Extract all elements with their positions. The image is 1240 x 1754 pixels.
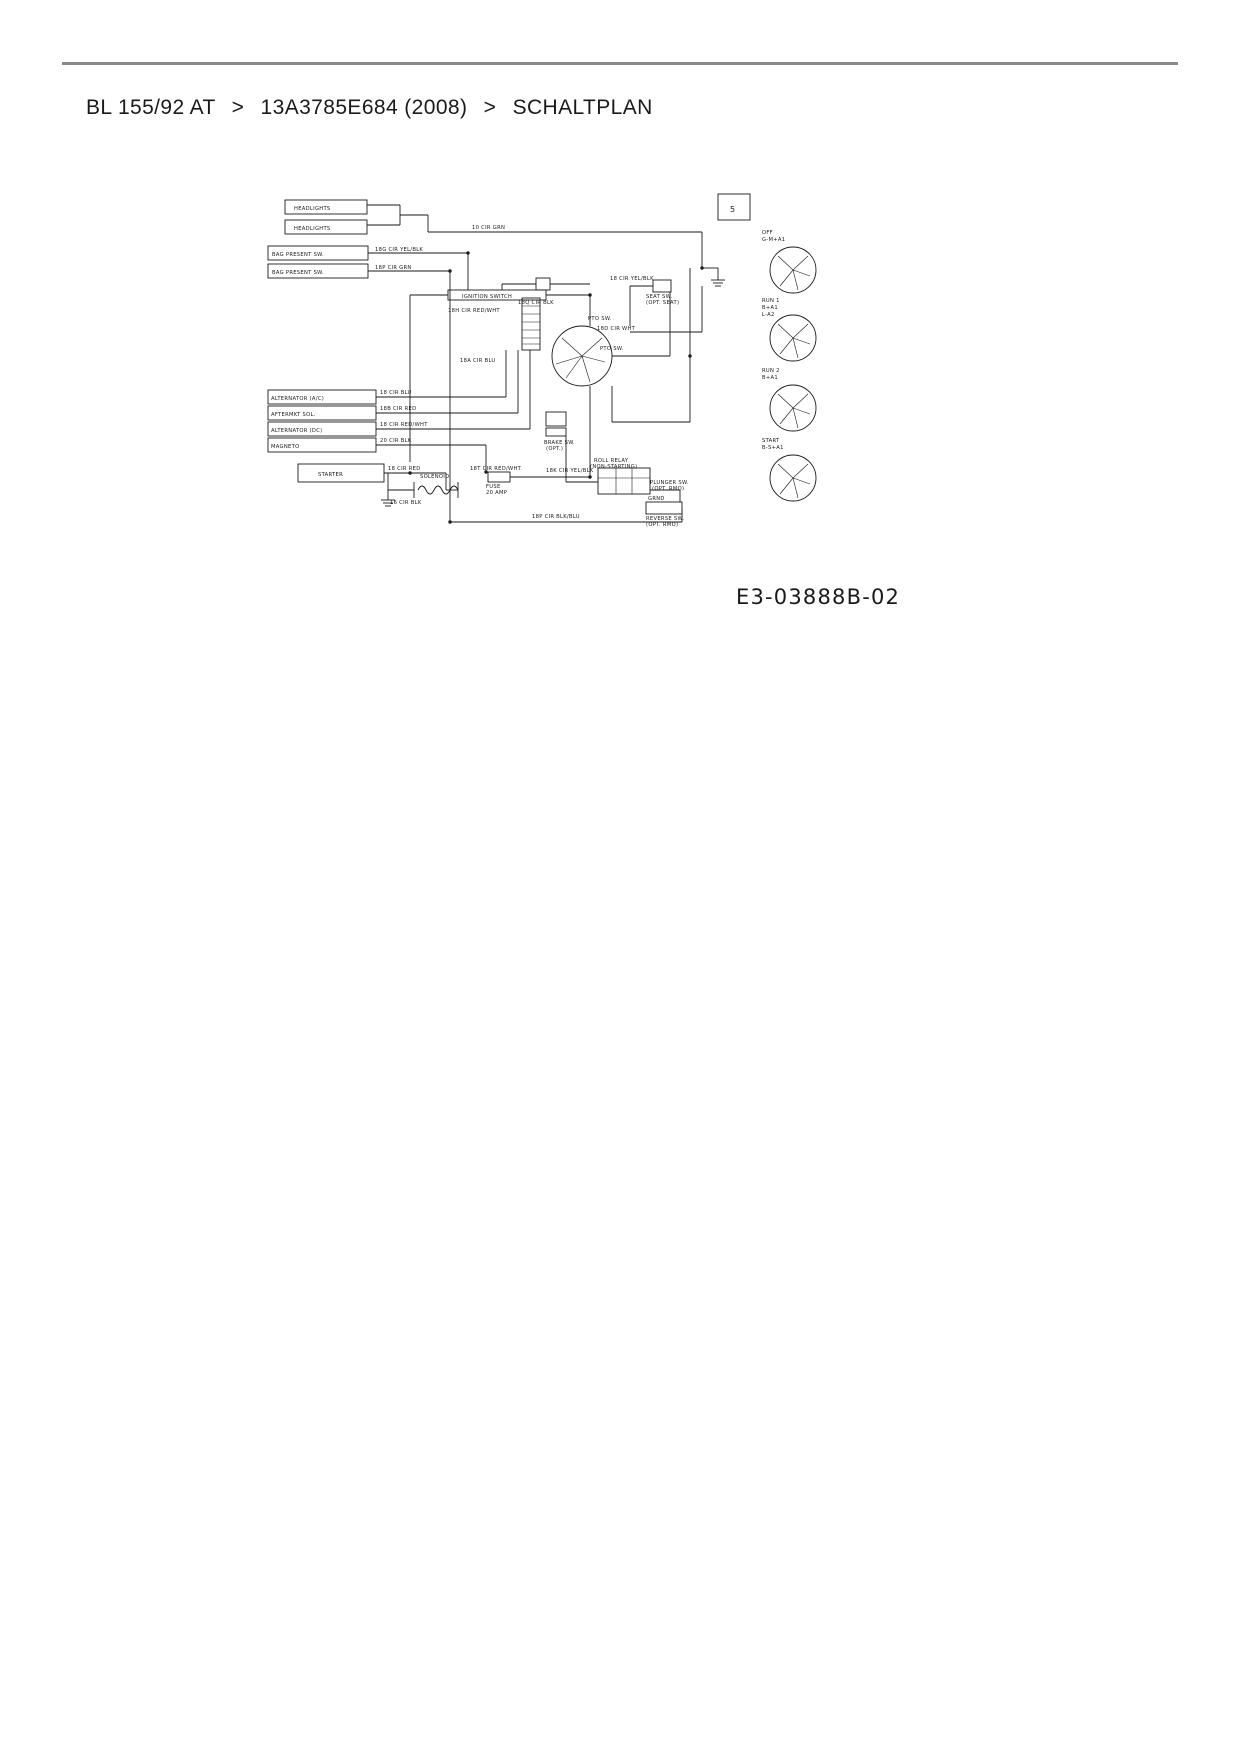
wire-label-9: 18 CIR BLU bbox=[380, 390, 412, 396]
wire-label-13: 18 CIR RED bbox=[388, 466, 421, 472]
label-seat-switch-note: (OPT. SEAT) bbox=[646, 300, 680, 306]
wire-label-11: 18 CIR RED/WHT bbox=[380, 422, 428, 428]
breadcrumb-part-number: 13A3785E684 (2008) bbox=[260, 96, 468, 119]
label-roll-relay-note: (NON-STARTING) bbox=[590, 464, 638, 470]
label-reverse-sw-note: (OPT. RMO) bbox=[646, 522, 679, 528]
label-brake-switch: BRAKE SW. bbox=[544, 440, 576, 446]
switch-pos-run1-t2: L-A2 bbox=[762, 312, 775, 318]
box-fuse bbox=[488, 472, 510, 482]
wire-label-18: 18Q CIR BLK bbox=[518, 300, 554, 306]
wire-label-12: 20 CIR BLK bbox=[380, 438, 412, 444]
box-pto-connector bbox=[536, 278, 550, 290]
switch-position-diagrams bbox=[770, 247, 816, 501]
wire-label-16: 16 CIR BLK bbox=[390, 500, 422, 506]
label-headlights-2: HEADLIGHTS bbox=[294, 226, 331, 232]
wire-label-14: 18T CIR RED/WHT bbox=[470, 466, 522, 472]
label-roll-relay: ROLL RELAY bbox=[594, 458, 629, 464]
box-seat-connector bbox=[653, 280, 671, 292]
wire-label-10: 18B CIR RED bbox=[380, 406, 417, 412]
wire-label-7: PTO SW. bbox=[600, 346, 624, 352]
wire-label-1: 10 CIR GRN bbox=[472, 225, 506, 231]
label-magneto: MAGNETO bbox=[271, 444, 300, 450]
switch-pos-run2-terminals: B+A1 bbox=[762, 375, 778, 381]
wire-label-3: 18P CIR GRN bbox=[375, 265, 412, 271]
label-alternator-ac: ALTERNATOR (A/C) bbox=[271, 396, 325, 402]
switch-pos-run1-t1: B+A1 bbox=[762, 305, 778, 311]
switch-pos-run2-name: RUN 2 bbox=[762, 368, 780, 374]
label-solenoid: SOLENOID bbox=[420, 474, 450, 480]
wire-label-5: 18H CIR RED/WHT bbox=[448, 308, 500, 314]
label-aftermkt-sol: AFTERMKT SOL. bbox=[271, 412, 316, 418]
switch-pos-start-name: START bbox=[762, 438, 780, 444]
label-fuse: FUSE bbox=[486, 484, 501, 490]
wire-label-4: 18 CIR YEL/BLK bbox=[610, 276, 654, 282]
box-reverse-sw bbox=[646, 502, 682, 514]
box-brake-connector-2 bbox=[546, 428, 566, 436]
label-bag-present-2: BAG PRESENT SW. bbox=[272, 270, 324, 276]
page-marker: 5 bbox=[730, 205, 736, 214]
wire-label-6: 18D CIR WHT bbox=[597, 326, 636, 332]
wire-label-15: 18K CIR YEL/BLK bbox=[546, 468, 594, 474]
label-seat-switch: SEAT SW. bbox=[646, 294, 673, 300]
label-fuse-rating: 20 AMP bbox=[486, 490, 508, 496]
header-divider bbox=[62, 62, 1178, 65]
drawing-code: E3-03888B-02 bbox=[736, 585, 901, 609]
switch-pos-run1-name: RUN 1 bbox=[762, 298, 780, 304]
label-starter: STARTER bbox=[318, 472, 343, 478]
switch-pos-start-terminals: B-S+A1 bbox=[762, 445, 784, 451]
label-reverse-sw: REVERSE SW. bbox=[646, 516, 685, 522]
box-brake-connector bbox=[546, 412, 566, 426]
breadcrumb-section: SCHALTPLAN bbox=[512, 96, 653, 119]
label-pto-switch: PTO SW. bbox=[588, 316, 612, 322]
ground-symbol-1 bbox=[711, 268, 725, 286]
switch-pos-off-terminals: G-M+A1 bbox=[762, 237, 786, 243]
label-plunger-sw: PLUNGER SW. bbox=[650, 480, 689, 486]
wiring-diagram bbox=[250, 172, 870, 612]
breadcrumb-separator-1: > bbox=[231, 96, 245, 119]
label-ignition-switch: IGNITION SWITCH bbox=[462, 294, 513, 300]
breadcrumb bbox=[86, 96, 653, 120]
label-bag-present-1: BAG PRESENT SW. bbox=[272, 252, 324, 258]
label-brake-switch-note: (OPT.) bbox=[546, 446, 564, 452]
pin-stack-lines bbox=[522, 306, 540, 344]
box-roll-relay bbox=[598, 468, 650, 494]
wire-label-2: 18G CIR YEL/BLK bbox=[375, 247, 424, 253]
breadcrumb-separator-2: > bbox=[483, 96, 497, 119]
switch-pos-off-name: OFF bbox=[762, 230, 773, 236]
wire-label-17: 18P CIR BLK/BLU bbox=[532, 514, 580, 520]
label-plunger-sw-note: (OPT. RMO) bbox=[652, 486, 685, 492]
label-alternator-dc: ALTERNATOR (DC) bbox=[271, 428, 323, 434]
label-ground: GRND bbox=[648, 496, 665, 502]
label-headlights-1: HEADLIGHTS bbox=[294, 206, 331, 212]
breadcrumb-model: BL 155/92 AT bbox=[86, 96, 216, 119]
wire-label-8: 18A CIR BLU bbox=[460, 358, 496, 364]
